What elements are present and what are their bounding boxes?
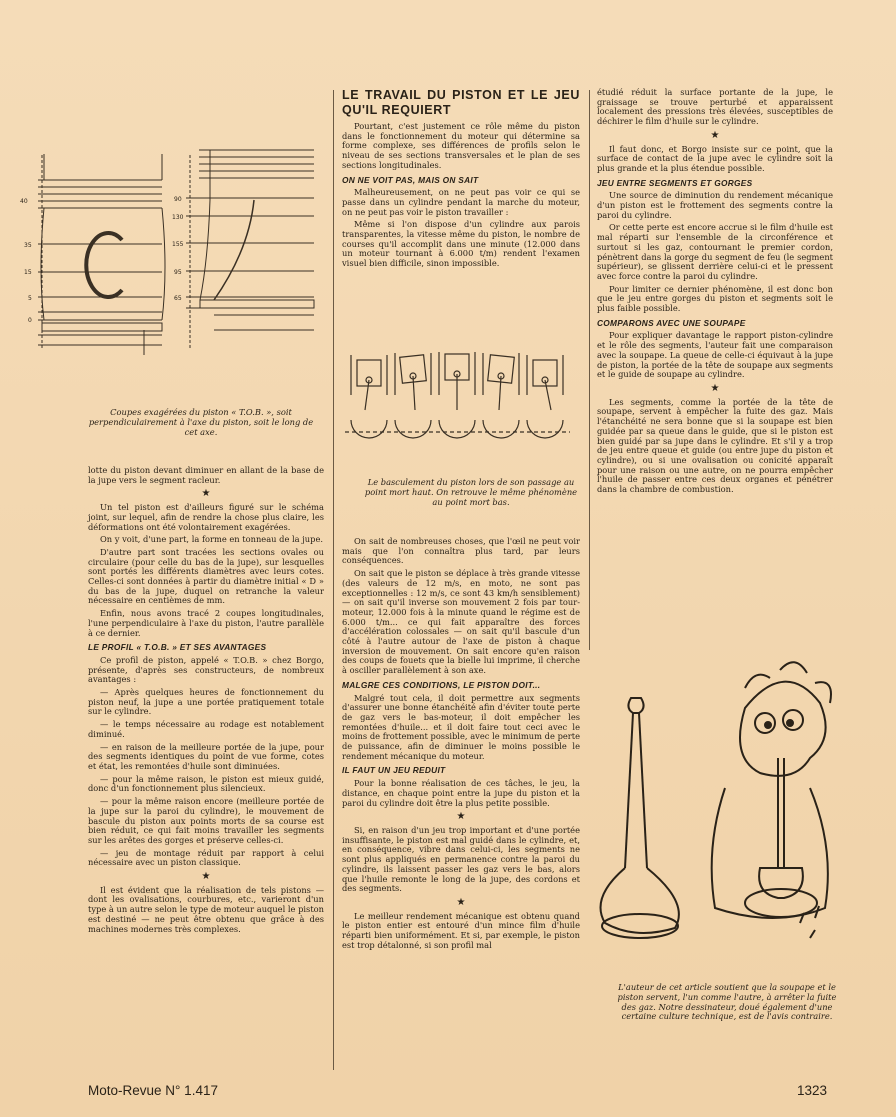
article-title: LE TRAVAIL DU PISTON ET LE JEU QU'IL REQUIERT — [342, 88, 580, 117]
paragraph: — en raison de la meilleure portée de la jupe, pour des segments identiques du point de vue forme, cotes et état, les remontées d'huile sont diminuées. — [88, 741, 324, 771]
paragraph: Si, en raison d'un jeu trop important et d'une portée insuffisante, le piston est mal guidé dans le cylindre, et, en conséquence, vibre dans celui-ci, les segments ne sont plus appliqués en permanence contre la paroi du cylindre, ils laissent passer les gaz vers le bas, alors que l'huile remonte le long de la jupe, des cordons et des segments. — [342, 824, 580, 894]
paragraph: Le meilleur rendement mécanique est obtenu quand le piston entier est entouré d'un mince film d'huile réparti bien uniformément. Et si, par exemple, le piston est trop détalonné, si son profil mal — [342, 910, 580, 950]
paragraph: On sait que le piston se déplace à très grande vitesse (des valeurs de 12 m/s, en moto, ne sont pas exceptionnelles : 12 m/s, ce sont 43 km/h sensiblement) — on sait qu'il inverse son mouvement 2 fois par tour-moteur, 12.000 fois à la minute quand le régime est de 6.000 t/m... ce qui fait apparaître des forces d'accélération colossales — on sait qu'il bascule d'un côté à l'autre autour de l'axe de piston à chaque inversion de mouvement. On sait encore qu'en raison des coups de fouets que la bielle lui imprime, il cherche à osciller parallèlement à son axe. — [342, 568, 580, 676]
paragraph: Même si l'on dispose d'un cylindre aux parois transparentes, la vitesse même du piston, le nombre de courses qu'il accomplit dans une minute (12.000 dans un moteur tournant à 6.000 t/m) rendent l'examen visuel bien difficile, sinon impossible. — [342, 219, 580, 269]
section-heading: IL FAUT UN JEU REDUIT — [342, 765, 446, 776]
section-heading: COMPARONS AVEC UNE SOUPAPE — [597, 317, 746, 328]
axis-right-label: 130 — [172, 214, 184, 221]
section-heading: JEU ENTRE SEGMENTS ET GORGES — [597, 177, 753, 188]
cartoon-caption: L'auteur de cet article soutient que la soupape et le piston servent, l'un comme l'autre, à arrêter la fuite des gaz. Notre dessinateur, doué également d'une certaine culture technique, est de l'avis contraire. — [617, 982, 837, 1022]
paragraph: Une source de diminution du rendement mécanique d'un piston est le frottement des segments contre la paroi du cylindre. — [597, 190, 833, 220]
cartoon-illustration — [595, 648, 850, 948]
paragraph: Pourtant, c'est justement ce rôle même du piston dans le fonctionnement du moteur qui détermine sa forme complexe, ses différences de profils selon le niveau de ses sections transversales et le plan de ses sections longitudinales. — [342, 121, 580, 170]
paragraph: D'autre part sont tracées les sections ovales ou circulaire (pour celle du bas de la jupe), sur lesquelles sont portés les différents diamètres avec leurs cotes. Celles-ci sont données à partir du diamètre initial « D » du bas de la jupe, duquel on retranche la valeur nécessaire en centièmes de mm. — [88, 546, 324, 606]
axis-right-label: 90 — [174, 196, 182, 203]
paragraph: On sait de nombreuses choses, que l'œil ne peut voir mais que l'on connaîtra plus tard, par leurs conséquences. — [342, 536, 580, 566]
section-heading: LE PROFIL « T.O.B. » ET SES AVANTAGES — [88, 642, 267, 653]
axis-left-label: 15 — [24, 269, 32, 276]
axis-left-label: 0 — [28, 317, 32, 324]
paragraph: lotte du piston devant diminuer en allant de la base de la jupe vers le segment racleur. — [88, 465, 324, 485]
paragraph: Pour limiter ce dernier phénomène, il est donc bon que le jeu entre gorges du piston et segments soit le plus faible possible. — [597, 283, 833, 314]
section-heading: ON NE VOIT PAS, MAIS ON SAIT — [342, 174, 479, 185]
column-2-continued — [342, 537, 580, 953]
paragraph: Il est évident que la réalisation de tels pistons — dont les ovalisations, courbures, etc., varieront d'un type à un autre selon le type de moteur auquel le piston est destiné — ne peut être obtenu que grâce à des machines modernes très complexes. — [88, 884, 324, 934]
column-3 — [597, 88, 833, 498]
paragraph: Malheureusement, on ne peut pas voir ce qui se passe dans un cylindre pendant la marche du moteur, on ne peut pas voir le piston travailler : — [342, 187, 580, 217]
star-separator: ★ — [201, 488, 211, 500]
star-separator: ★ — [456, 896, 466, 908]
paragraph: Il faut donc, et Borgo insiste sur ce point, que la surface de contact de la jupe avec le cylindre soit la plus grande et la plus étendue possible. — [597, 143, 833, 173]
page-number: 1323 — [797, 1083, 828, 1098]
paragraph: — pour la même raison, le piston est mieux guidé, donc d'un fonctionnement plus silencieux. — [88, 773, 324, 794]
paragraph: — Après quelques heures de fonctionnement du piston neuf, la jupe a une portée pratiquement totale sur le cylindre. — [88, 687, 324, 717]
column-1 — [88, 466, 324, 937]
paragraph: Pour la bonne réalisation de ces tâches, le jeu, la distance, en chaque point entre la jupe du piston et la paroi du cylindre doit être la plus petite possible. — [342, 778, 580, 808]
piston-tilt-caption: Le basculement du piston lors de son passage au point mort haut. On retrouve le même phénomène au point mort bas. — [364, 477, 578, 507]
column-2 — [342, 88, 580, 272]
piston-sections-caption: Coupes exagérées du piston « T.O.B. », soit perpendiculairement à l'axe du piston, soit le long de cet axe. — [88, 407, 314, 437]
star-separator: ★ — [456, 811, 466, 823]
paragraph: Pour expliquer davantage le rapport piston-cylindre et le rôle des segments, l'auteur fait une comparaison avec la soupape. La queue de celle-ci équivaut à la jupe de piston, la portée de la tête de soupape aux segments et le guide de soupape au cylindre. — [597, 330, 833, 380]
paragraph: — jeu de montage réduit par rapport à celui nécessaire avec un piston classique. — [88, 847, 324, 868]
magazine-issue: Moto-Revue N° 1.417 — [88, 1083, 218, 1098]
star-separator: ★ — [710, 129, 720, 141]
star-separator: ★ — [710, 382, 720, 394]
paragraph: étudié réduit la surface portante de la jupe, le graissage se trouve perturbé et apparaissent localement des pressions très élevées, susceptibles de déchirer le film d'huile sur le cylindre. — [597, 87, 833, 127]
paragraph: Les segments, comme la portée de la tête de soupape, servent à empêcher la fuite des gaz. Mais l'étanchéité ne sera bonne que si la soupape est bien guidée par sa queue dans le guide, que si le piston est bien guidé par sa jupe dans le cylindre. Et s'il y a trop de jeu entre queue et guide (ou entre jupe du piston et cylindre), ou si une ovalisation ou conicité apparaît pour une raison ou une autre, on ne pourra empêcher l'huile de passer entre ces deux organes et pénétrer dans la chambre de combustion. — [597, 396, 833, 495]
star-separator: ★ — [201, 871, 211, 883]
axis-left-label: 5 — [28, 295, 32, 302]
piston-tilt-figure — [345, 350, 570, 450]
paragraph: Or cette perte est encore accrue si le film d'huile est mal réparti sur l'ensemble de la circonférence et surtout si les gaz, contournant le premier cordon, pénètrent dans la gorge du segment de feu (le segment supérieur), se glissent derrière celui-ci et le pressent avec force contre la paroi du cylindre. — [597, 222, 833, 281]
paragraph: Malgré tout cela, il doit permettre aux segments d'assurer une bonne étanchéité afin d'éviter toute perte de gaz vers le bas-moteur, il doit empêcher les remontées d'huile... et il doit faire tout ceci avec le moins de frottement possible, avec le minimum de perte de puissance, afin de diminuer le moins possible le rendement mécanique du moteur. — [342, 692, 580, 761]
section-heading: MALGRE CES CONDITIONS, LE PISTON DOIT... — [342, 679, 541, 690]
axis-left-label: 40 — [20, 198, 28, 205]
axis-right-label: 155 — [172, 241, 184, 248]
paragraph: — le temps nécessaire au rodage est notablement diminué. — [88, 719, 324, 739]
axis-right-label: 65 — [174, 295, 182, 302]
paragraph: — pour la même raison encore (meilleure portée de la jupe sur la paroi du cylindre), le mouvement de bascule du piston aux points morts de sa course est bien réduit, ce qui fait moins travailler les segments sur les arêtes des gorges et préserve celles-ci. — [88, 796, 324, 845]
axis-right-label: 95 — [174, 269, 182, 276]
paragraph: Enfin, nous avons tracé 2 coupes longitudinales, l'une perpendiculaire à l'axe du piston, l'autre parallèle à ce dernier. — [88, 608, 324, 638]
paragraph: Un tel piston est d'ailleurs figuré sur le schéma joint, sur lequel, afin de rendre la chose plus claire, les déformations ont été volontairement exagérées. — [88, 502, 324, 532]
paragraph: Ce profil de piston, appelé « T.O.B. » chez Borgo, présente, d'après ses constructeurs, de nombreux avantages : — [88, 654, 324, 685]
piston-sections-figure — [14, 140, 334, 375]
column-divider — [589, 90, 590, 650]
paragraph: On y voit, d'une part, la forme en tonneau de la jupe. — [100, 534, 324, 545]
axis-left-label: 35 — [24, 242, 32, 249]
column-divider — [333, 90, 334, 1070]
